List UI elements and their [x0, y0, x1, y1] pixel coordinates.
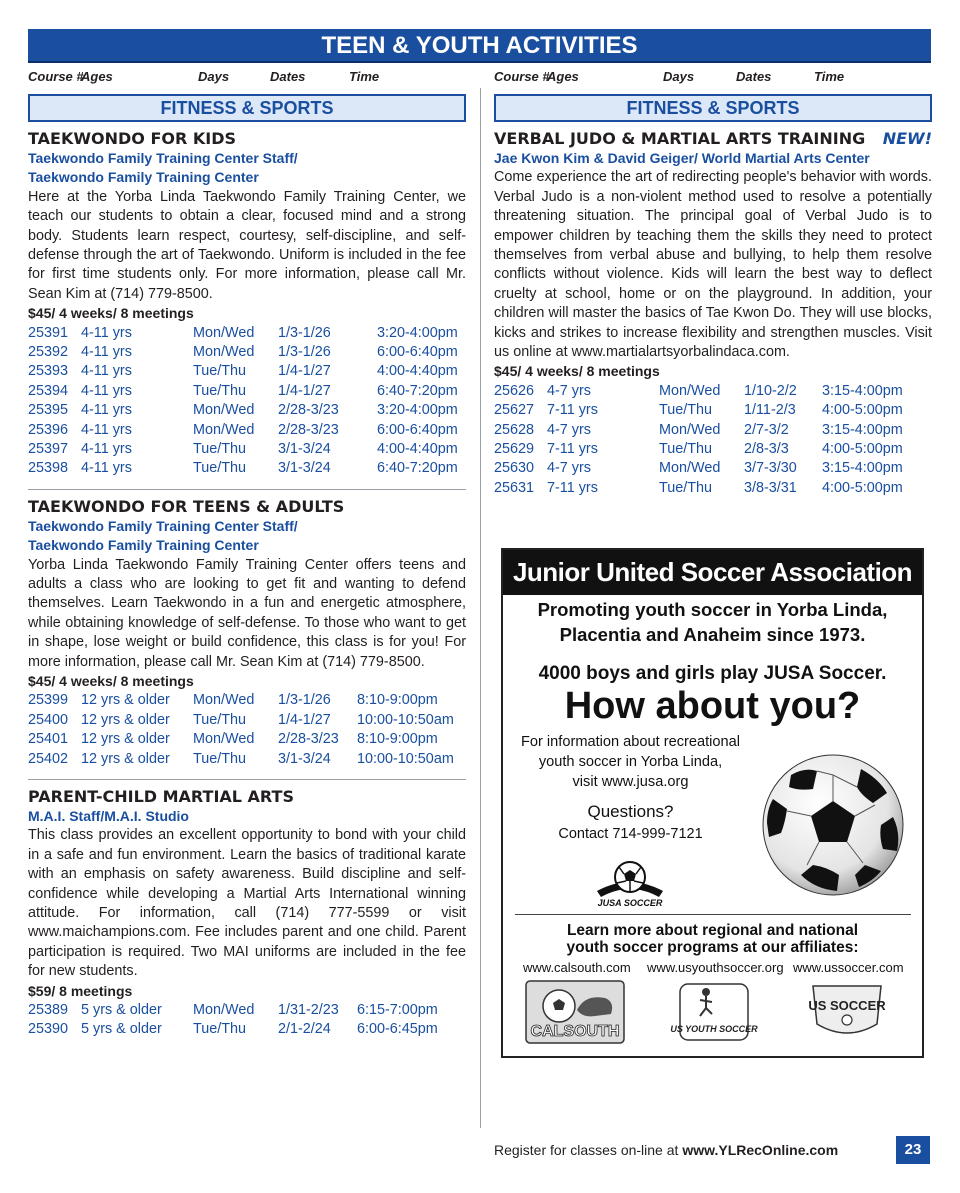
cell-days: Mon/Wed — [193, 692, 255, 709]
col-course-header: Course # — [494, 69, 550, 84]
cell-days: Mon/Wed — [659, 460, 721, 477]
divider — [28, 489, 466, 490]
cell-dates: 2/28-3/23 — [278, 731, 339, 748]
affiliate-link-usyouthsoccer[interactable]: www.usyouthsoccer.org — [647, 960, 784, 975]
course-fee: $45/ 4 weeks/ 8 meetings — [494, 363, 660, 380]
cell-days: Mon/Wed — [193, 344, 255, 361]
col-days-header: Days — [663, 69, 695, 84]
us-youth-soccer-logo-icon — [670, 980, 758, 1044]
course-fee: $59/ 8 meetings — [28, 982, 133, 999]
cell-time: 6:40-7:20pm — [377, 460, 458, 477]
page-banner: TEEN & YOUTH ACTIVITIES — [28, 29, 931, 63]
instructor: Jae Kwon Kim & David Geiger/ World Martial Arts Center — [494, 150, 870, 166]
table-row — [28, 691, 466, 710]
cell-course: 25626 — [494, 382, 535, 399]
cell-days: Mon/Wed — [659, 382, 721, 399]
cell-time: 3:20-4:00pm — [377, 324, 458, 341]
cell-dates: 2/28-3/23 — [278, 402, 339, 419]
cell-ages: 7-11 yrs — [547, 441, 598, 458]
instructor: M.A.I. Staff/M.A.I. Studio — [28, 808, 189, 824]
cell-time: 6:00-6:40pm — [377, 421, 458, 438]
table-row — [494, 421, 932, 440]
cell-ages: 12 yrs & older — [81, 731, 170, 748]
cell-days: Mon/Wed — [659, 421, 721, 438]
cell-dates: 3/1-3/24 — [278, 460, 331, 477]
schedule-table — [28, 324, 466, 479]
course-title-text: VERBAL JUDO & MARTIAL ARTS TRAINING — [494, 129, 866, 148]
cell-ages: 5 yrs & older — [81, 1021, 162, 1038]
ad-headline: How about you? — [564, 685, 861, 727]
cell-days: Tue/Thu — [193, 441, 247, 457]
cell-days: Tue/Thu — [193, 750, 247, 767]
cell-dates: 3/8-3/31 — [744, 479, 797, 496]
course-block — [28, 129, 466, 479]
calsouth-logo-icon — [525, 980, 625, 1044]
table-row — [28, 362, 466, 381]
cell-ages: 4-11 yrs — [81, 402, 132, 419]
cell-ages: 4-11 yrs — [81, 441, 132, 457]
section-bar: FITNESS & SPORTS — [28, 94, 466, 122]
cell-dates: 1/3-1/26 — [278, 692, 331, 709]
cell-dates: 1/11-2/3 — [744, 402, 796, 419]
us-youth-soccer-logo-text: US YOUTH SOCCER — [670, 1024, 758, 1034]
schedule-table — [28, 691, 466, 769]
footer-text: Register for classes on-line at — [494, 1142, 683, 1158]
table-row — [28, 750, 466, 769]
jusa-logo-icon — [589, 853, 671, 909]
course-block — [28, 787, 466, 1040]
table-row — [28, 401, 466, 420]
cell-time: 4:00-4:40pm — [377, 441, 458, 457]
cell-course: 25399 — [28, 692, 69, 709]
col-time-header: Time — [349, 69, 380, 84]
section-bar: FITNESS & SPORTS — [494, 94, 932, 122]
table-row — [28, 440, 466, 459]
course-fee: $45/ 4 weeks/ 8 meetings — [28, 673, 194, 690]
ad-info — [503, 732, 758, 792]
cell-dates: 2/7-3/2 — [744, 421, 789, 438]
cell-time: 8:10-9:00pm — [357, 692, 438, 709]
col-dates-header: Dates — [736, 69, 772, 84]
cell-time: 4:00-5:00pm — [822, 402, 903, 419]
ad-questions: Questions? — [587, 802, 674, 821]
col-ages-header: Ages — [81, 69, 113, 84]
cell-course: 25628 — [494, 421, 535, 438]
cell-ages: 7-11 yrs — [547, 402, 598, 419]
ad-promo-line: Promoting youth soccer in Yorba Linda, — [537, 599, 888, 620]
cell-days: Tue/Thu — [193, 460, 247, 477]
cell-days: Tue/Thu — [193, 363, 247, 380]
instructor: Taekwondo Family Training Center Staff/ — [28, 517, 298, 534]
ad-learn-line: Learn more about regional and national — [566, 922, 859, 939]
course-title: PARENT-CHILD MARTIAL ARTS — [28, 787, 294, 806]
table-row — [28, 459, 466, 478]
footer-link[interactable]: www.YLRecOnline.com — [682, 1142, 839, 1158]
cell-dates: 1/4-1/27 — [278, 363, 331, 380]
cell-course: 25391 — [28, 324, 69, 341]
table-row — [28, 711, 466, 730]
calsouth-logo-text: CALSOUTH — [530, 1023, 620, 1040]
cell-dates: 2/1-2/24 — [278, 1021, 331, 1038]
course-block — [28, 497, 466, 769]
page-footer — [494, 1142, 838, 1158]
table-row — [494, 440, 932, 459]
affiliate-link-ussoccer[interactable]: www.ussoccer.com — [793, 960, 904, 975]
table-row — [494, 401, 932, 420]
instructor-location: Taekwondo Family Training Center — [28, 537, 259, 554]
cell-course: 25397 — [28, 441, 69, 457]
cell-time: 6:00-6:45pm — [357, 1021, 438, 1038]
cell-dates: 1/3-1/26 — [278, 324, 331, 341]
ad-heading: Junior United Soccer Association — [503, 550, 922, 595]
table-row — [28, 382, 466, 401]
course-block — [494, 129, 932, 498]
cell-course: 25629 — [494, 441, 535, 458]
ad-learn-line: youth soccer programs at our affiliates: — [566, 939, 859, 956]
ad-info-line: For information about recreational — [520, 734, 741, 750]
cell-days: Tue/Thu — [659, 441, 713, 458]
cell-days: Tue/Thu — [659, 479, 713, 496]
cell-time: 6:40-7:20pm — [377, 382, 458, 399]
cell-days: Tue/Thu — [193, 1021, 247, 1038]
cell-dates: 3/1-3/24 — [278, 441, 331, 457]
col-dates-header: Dates — [270, 69, 306, 84]
cell-ages: 5 yrs & older — [81, 1002, 162, 1019]
schedule-table — [28, 1001, 466, 1040]
cell-time: 3:15-4:00pm — [822, 382, 903, 399]
cell-course: 25396 — [28, 421, 69, 438]
cell-course: 25393 — [28, 363, 69, 380]
jusa-advertisement — [501, 548, 924, 1058]
col-time-header: Time — [814, 69, 845, 84]
table-row — [494, 382, 932, 401]
cell-ages: 4-11 yrs — [81, 363, 132, 380]
cell-time: 6:15-7:00pm — [357, 1002, 438, 1019]
ad-info-line: youth soccer in Yorba Linda, — [538, 754, 723, 770]
table-row — [494, 479, 932, 498]
cell-ages: 4-7 yrs — [547, 460, 591, 477]
cell-days: Tue/Thu — [659, 402, 713, 419]
us-soccer-logo-icon — [807, 980, 887, 1044]
cell-course: 25400 — [28, 711, 69, 728]
cell-time: 6:00-6:40pm — [377, 344, 458, 361]
cell-ages: 4-11 yrs — [81, 421, 132, 438]
table-row — [28, 1001, 466, 1020]
cell-days: Mon/Wed — [193, 731, 255, 748]
cell-course: 25389 — [28, 1002, 69, 1019]
affiliate-link-calsouth[interactable]: www.calsouth.com — [523, 960, 631, 975]
course-description: This class provides an excellent opportunity to bond with your child in a safe and fun environment. Learn the basics of traditional karate with an emphasis on safety awareness. Build discipline and self-confidence while developing a Martial Arts International winning attitude. For information, call (714) 777-5599 or visit www.maichampions.com. Fee includes parent and one child. Parent participation is required. Two MAI uniforms are included in the fee for new students. — [28, 827, 466, 980]
cell-course: 25630 — [494, 460, 535, 477]
soccer-ball-icon — [761, 753, 905, 897]
cell-course: 25394 — [28, 382, 69, 399]
cell-ages: 12 yrs & older — [81, 692, 170, 709]
cell-ages: 7-11 yrs — [547, 479, 598, 496]
ad-divider — [515, 914, 911, 915]
cell-ages: 4-11 yrs — [81, 344, 132, 361]
instructor-location: Taekwondo Family Training Center — [28, 169, 259, 186]
new-badge: NEW! — [882, 129, 932, 148]
cell-course: 25398 — [28, 460, 69, 477]
schedule-table — [494, 382, 932, 498]
ad-promo-line: Placentia and Anaheim since 1973. — [559, 624, 866, 645]
table-row — [28, 324, 466, 343]
ad-info-line: visit www.jusa.org — [572, 774, 689, 790]
table-row — [28, 343, 466, 362]
col-course-header: Course # — [28, 69, 84, 84]
cell-course: 25402 — [28, 750, 69, 767]
cell-ages: 4-7 yrs — [547, 421, 591, 438]
ad-affiliates-heading — [503, 922, 922, 956]
cell-course: 25390 — [28, 1021, 69, 1038]
cell-time: 4:00-5:00pm — [822, 479, 903, 496]
table-row — [28, 730, 466, 749]
cell-time: 4:00-5:00pm — [822, 441, 903, 458]
cell-dates: 1/4-1/27 — [278, 711, 331, 728]
cell-days: Tue/Thu — [193, 382, 247, 399]
cell-ages: 12 yrs & older — [81, 711, 170, 728]
cell-dates: 1/31-2/23 — [278, 1002, 339, 1019]
course-title: TAEKWONDO FOR TEENS & ADULTS — [28, 496, 345, 516]
cell-ages: 4-7 yrs — [547, 382, 591, 399]
cell-dates: 1/10-2/2 — [744, 382, 797, 399]
cell-days: Mon/Wed — [193, 1002, 255, 1019]
course-title — [494, 129, 932, 149]
table-row — [28, 421, 466, 440]
cell-dates: 2/28-3/23 — [278, 421, 339, 438]
cell-dates: 3/7-3/30 — [744, 460, 797, 477]
cell-days: Mon/Wed — [193, 421, 255, 438]
cell-time: 4:00-4:40pm — [377, 363, 458, 380]
course-description: Yorba Linda Taekwondo Family Training Center offers teens and adults a class who are looking to get fit and wanting to defend themselves. Learn Taekwondo in a fun and energetic atmosphere, while obtaining knowledge of self-defense. To those who want to get in shape, lose weight or build confidence, this class is for you! For more information, please call Mr. Sean Kim at (714) 779-8500. — [28, 556, 466, 670]
divider — [28, 779, 466, 780]
cell-days: Tue/Thu — [193, 711, 247, 728]
course-fee: $45/ 4 weeks/ 8 meetings — [28, 305, 194, 322]
column-header — [28, 66, 466, 86]
cell-dates: 2/8-3/3 — [744, 441, 789, 458]
cell-time: 3:20-4:00pm — [377, 402, 458, 419]
column-header — [494, 66, 932, 86]
us-soccer-logo-text: US SOCCER — [808, 998, 886, 1013]
cell-dates: 1/4-1/27 — [278, 382, 331, 399]
jusa-logo-text: JUSA SOCCER — [597, 898, 663, 908]
page-number: 23 — [896, 1136, 930, 1164]
ad-count-line: 4000 boys and girls play JUSA Soccer. — [538, 663, 887, 684]
ad-contact: Contact 714-999-7121 — [558, 826, 703, 842]
course-description: Here at the Yorba Linda Taekwondo Family Training Center, we teach our students to obtain a clear, focused mind and a strong body. Students learn respect, courtesy, self-discipline, and self-defense through the art of Taekwondo. Uniform is included in the fee for first time students only. For more information, please call Mr. Sean Kim at (714) 779-8500. — [28, 188, 466, 302]
cell-ages: 4-11 yrs — [81, 382, 132, 399]
col-days-header: Days — [198, 69, 230, 84]
cell-time: 10:00-10:50am — [357, 750, 454, 767]
cell-time: 3:15-4:00pm — [822, 421, 903, 438]
cell-course: 25627 — [494, 402, 535, 419]
cell-ages: 4-11 yrs — [81, 324, 132, 341]
table-row — [28, 1020, 466, 1039]
instructor: Taekwondo Family Training Center Staff/ — [28, 150, 298, 166]
cell-course: 25631 — [494, 479, 535, 496]
course-title: TAEKWONDO FOR KIDS — [28, 129, 237, 148]
cell-time: 3:15-4:00pm — [822, 460, 903, 477]
cell-days: Mon/Wed — [193, 402, 255, 419]
left-column — [28, 66, 466, 1040]
course-description: Come experience the art of redirecting people's behavior with words. Verbal Judo is a non-violent method used to resolve a potentially threatening situation. The principal goal of Verbal Judo is to empower children by teaching them the skills they need to protect themselves from verbal abuse and bullying, to help them resolve conflicts without violence. Kids will learn the best way to deflect cruelty at school, home or on the playground. In addition, your children will master the basics of Tae Kwon Do. They will use blocks, kicks and strikes to increase flexibility and strengthen muscles. Visit us online at www.martialartsyorbalindaca.com. — [494, 169, 932, 361]
cell-ages: 12 yrs & older — [81, 750, 170, 767]
right-column — [494, 66, 932, 498]
cell-days: Mon/Wed — [193, 324, 255, 341]
table-row — [494, 459, 932, 478]
column-divider — [480, 88, 481, 1128]
cell-course: 25392 — [28, 344, 69, 361]
cell-dates: 1/3-1/26 — [278, 344, 331, 361]
cell-time: 10:00-10:50am — [357, 711, 454, 728]
cell-time: 8:10-9:00pm — [357, 731, 438, 748]
cell-ages: 4-11 yrs — [81, 460, 132, 477]
cell-course: 25395 — [28, 402, 69, 419]
col-ages-header: Ages — [547, 69, 579, 84]
cell-dates: 3/1-3/24 — [278, 750, 331, 767]
cell-course: 25401 — [28, 731, 69, 748]
